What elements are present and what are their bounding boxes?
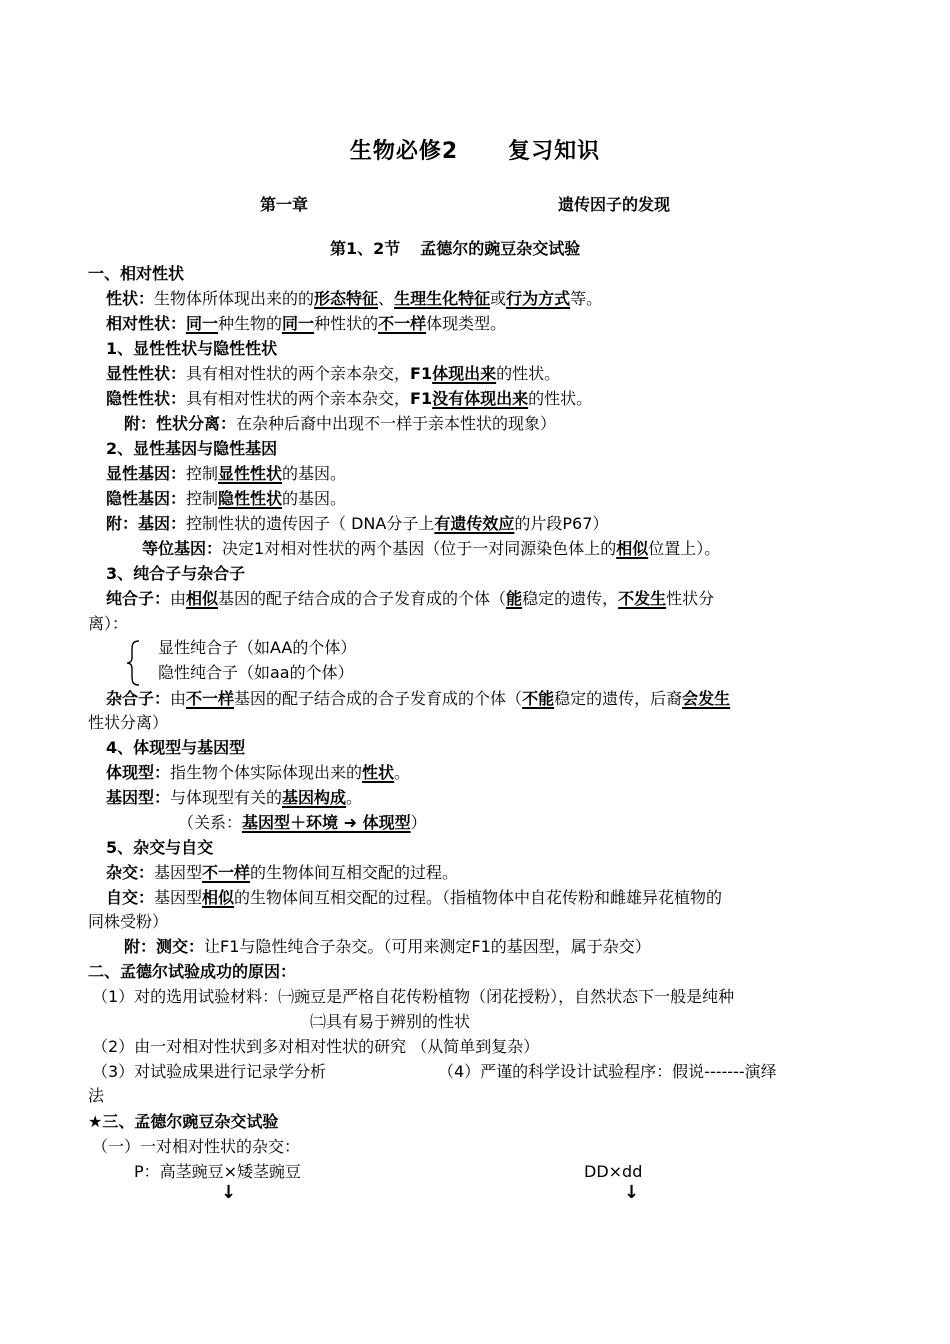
text: 控制性状的遗传因子（ DNA分子上 <box>186 514 435 533</box>
key-term: 性状 <box>362 763 395 782</box>
term: 附：性状分离： <box>124 414 237 433</box>
text: 具有相对性状的两个亲本杂交， <box>186 364 411 383</box>
text: 决定1对相对性状的两个基因（位于一对同源染色体上的 <box>222 539 617 558</box>
term: 杂交： <box>106 863 155 882</box>
text: 基因的配子结合成的合子发育成的个体（ <box>218 589 507 608</box>
term: 隐性基因： <box>106 489 187 508</box>
text: 由 <box>170 689 187 708</box>
text: 、 <box>378 289 395 308</box>
text: 种生物的 <box>218 314 283 333</box>
term: 杂合子： <box>106 689 171 708</box>
text: 控制 <box>186 464 219 483</box>
subheading-homozygote-heterozygote: 3、纯合子与杂合子 <box>106 564 246 583</box>
key-term: 能 <box>506 589 523 608</box>
heading-mendel-success: 二、孟德尔试验成功的原因： <box>88 962 297 981</box>
heading-mendel-experiment: ★三、孟德尔豌豆杂交试验 <box>88 1112 279 1131</box>
text: 等。 <box>570 289 603 308</box>
para-heterozygote <box>106 687 886 711</box>
key-term: 同一 <box>186 314 219 333</box>
term: 附：测交： <box>124 937 205 956</box>
key-term: 不一样 <box>202 863 251 882</box>
text: ） <box>410 813 427 832</box>
text: 的性状。 <box>496 364 561 383</box>
text: 的生物体间互相交配的过程。 <box>250 863 459 882</box>
para-trait <box>106 287 886 311</box>
text: 体现类型。 <box>426 314 507 333</box>
text: 。 <box>346 788 363 807</box>
term: 显性基因： <box>106 464 187 483</box>
parents-genotype: DD×dd <box>584 1162 643 1181</box>
chapter-name: 遗传因子的发现 <box>558 195 671 214</box>
text: 具有相对性状的两个亲本杂交， <box>186 389 411 408</box>
key-term: 会发生 <box>682 689 731 708</box>
text: 或 <box>490 289 507 308</box>
title-right: 复习知识 <box>508 139 601 164</box>
key-term: 相似 <box>186 589 219 608</box>
subheading-phenotype-genotype: 4、体现型与基因型 <box>106 738 246 757</box>
key-term: 生理生化特征 <box>394 289 491 308</box>
para-testcross <box>124 935 904 959</box>
key-term: 行为方式 <box>506 289 571 308</box>
para-homozygote <box>106 587 886 611</box>
text: 位置上）。 <box>648 539 721 558</box>
text: F1 <box>410 364 433 383</box>
brace-icon <box>125 639 141 687</box>
para-allele <box>142 537 922 561</box>
para-reason-4-cont: 法 <box>88 1086 105 1105</box>
para-recessive-trait <box>106 387 886 411</box>
key-term: 显性性状 <box>218 464 283 483</box>
para-cross <box>106 861 886 885</box>
term: 附：基因： <box>106 514 187 533</box>
para-reason-3-4 <box>92 1060 872 1084</box>
document-title <box>0 134 950 165</box>
key-term: 相似 <box>202 888 235 907</box>
text: F1 <box>410 389 433 408</box>
text: 基因型 <box>154 888 203 907</box>
section-heading <box>330 237 950 261</box>
title-left: 生物必修2 <box>349 139 459 164</box>
term: 显性性状： <box>106 364 187 383</box>
para-reason-1-cont: ㈡具有易于辨别的性状 <box>310 1012 471 1031</box>
key-term: 不一样 <box>378 314 427 333</box>
chapter-heading <box>88 193 868 217</box>
chapter-label: 第一章 <box>260 195 309 214</box>
text: 基因型 <box>154 863 203 882</box>
text: 生物体所体现出来的的 <box>154 289 315 308</box>
text: 的生物体间互相交配的过程。（指植物体中自花传粉和雌雄异花植物的 <box>234 888 723 907</box>
text: 在杂种后裔中出现不一样于亲本性状的现象） <box>236 414 557 433</box>
list-item-dominant-homozygote: 显性纯合子（如AA的个体） <box>158 638 357 657</box>
section-label: 第1、2节 <box>330 239 401 258</box>
text: 的性状。 <box>528 389 593 408</box>
subheading-dominant-recessive-traits: 1、显性性状与隐性性状 <box>106 339 278 358</box>
heading-relative-traits: 一、相对性状 <box>88 264 185 283</box>
text: 指生物个体实际体现出来的 <box>170 763 363 782</box>
key-term: 没有体现出来 <box>432 389 529 408</box>
para-relative-trait <box>106 312 886 336</box>
text: （3）对试验成果进行记录学分析 <box>92 1062 327 1081</box>
subheading-cross-selfing: 5、杂交与自交 <box>106 838 214 857</box>
text: 稳定的遗传，后裔 <box>554 689 683 708</box>
key-term: 同一 <box>282 314 315 333</box>
para-dominant-gene <box>106 462 886 486</box>
section-name: 孟德尔的豌豆杂交试验 <box>420 239 581 258</box>
key-term: 不发生 <box>618 589 667 608</box>
para-phenotype <box>106 761 886 785</box>
arrow-down-icon: ↓ <box>624 1182 640 1203</box>
text: 稳定的遗传， <box>522 589 619 608</box>
text: 。 <box>394 763 411 782</box>
text: 的基因。 <box>282 464 347 483</box>
text: 的基因。 <box>282 489 347 508</box>
text: 性状分 <box>666 589 715 608</box>
para-homozygote-cont: 离）： <box>88 614 129 633</box>
term: 体现型： <box>106 763 171 782</box>
key-term: 基因型＋环境 ➜ 体现型 <box>242 813 411 832</box>
para-heterozygote-cont: 性状分离） <box>88 713 169 732</box>
term: 基因型： <box>106 788 171 807</box>
term: 等位基因： <box>142 539 223 558</box>
key-term: 形态特征 <box>314 289 379 308</box>
para-selfing-cont: 同株受粉） <box>88 912 169 931</box>
text: 控制 <box>186 489 219 508</box>
list-item-recessive-homozygote: 隐性纯合子（如aa的个体） <box>158 663 354 682</box>
key-term: 不能 <box>522 689 555 708</box>
para-trait-segregation <box>124 412 904 436</box>
term: 自交： <box>106 888 155 907</box>
para-monohybrid-cross: （一）一对相对性状的杂交： <box>92 1137 301 1156</box>
text: （4）严谨的科学设计试验程序：假说-------演绎 <box>438 1062 777 1081</box>
text: 让F1与隐性纯合子杂交。（可用来测定F1的基因型，属于杂交） <box>204 937 651 956</box>
term: 性状： <box>106 289 155 308</box>
key-term: 隐性性状 <box>218 489 283 508</box>
key-term: 有遗传效应 <box>434 514 515 533</box>
text: 由 <box>170 589 187 608</box>
text: 基因的配子结合成的合子发育成的个体（ <box>234 689 523 708</box>
parents-phenotype: P：高茎豌豆×矮茎豌豆 <box>134 1162 302 1181</box>
key-term: 不一样 <box>186 689 235 708</box>
text: 的片段P67） <box>514 514 609 533</box>
arrow-down-icon: ↓ <box>221 1182 237 1203</box>
term: 隐性性状： <box>106 389 187 408</box>
subheading-dominant-recessive-genes: 2、显性基因与隐性基因 <box>106 439 278 458</box>
key-term: 基因构成 <box>282 788 347 807</box>
para-reason-1: （1）对的选用试验材料：㈠豌豆是严格自花传粉植物（闭花授粉），自然状态下一般是纯种 <box>92 987 735 1006</box>
term: 相对性状： <box>106 314 187 333</box>
para-recessive-gene <box>106 487 886 511</box>
cross-parents <box>134 1160 914 1184</box>
key-term: 相似 <box>616 539 649 558</box>
text: （关系： <box>178 813 243 832</box>
para-gene <box>106 512 886 536</box>
para-dominant-trait <box>106 362 886 386</box>
text: 与体现型有关的 <box>170 788 283 807</box>
para-reason-2: （2）由一对相对性状到多对相对性状的研究 （从简单到复杂） <box>92 1037 540 1056</box>
para-relation <box>178 811 950 835</box>
key-term: 体现出来 <box>432 364 497 383</box>
text: 种性状的 <box>314 314 379 333</box>
term: 纯合子： <box>106 589 171 608</box>
para-genotype <box>106 786 886 810</box>
para-selfing <box>106 886 886 910</box>
